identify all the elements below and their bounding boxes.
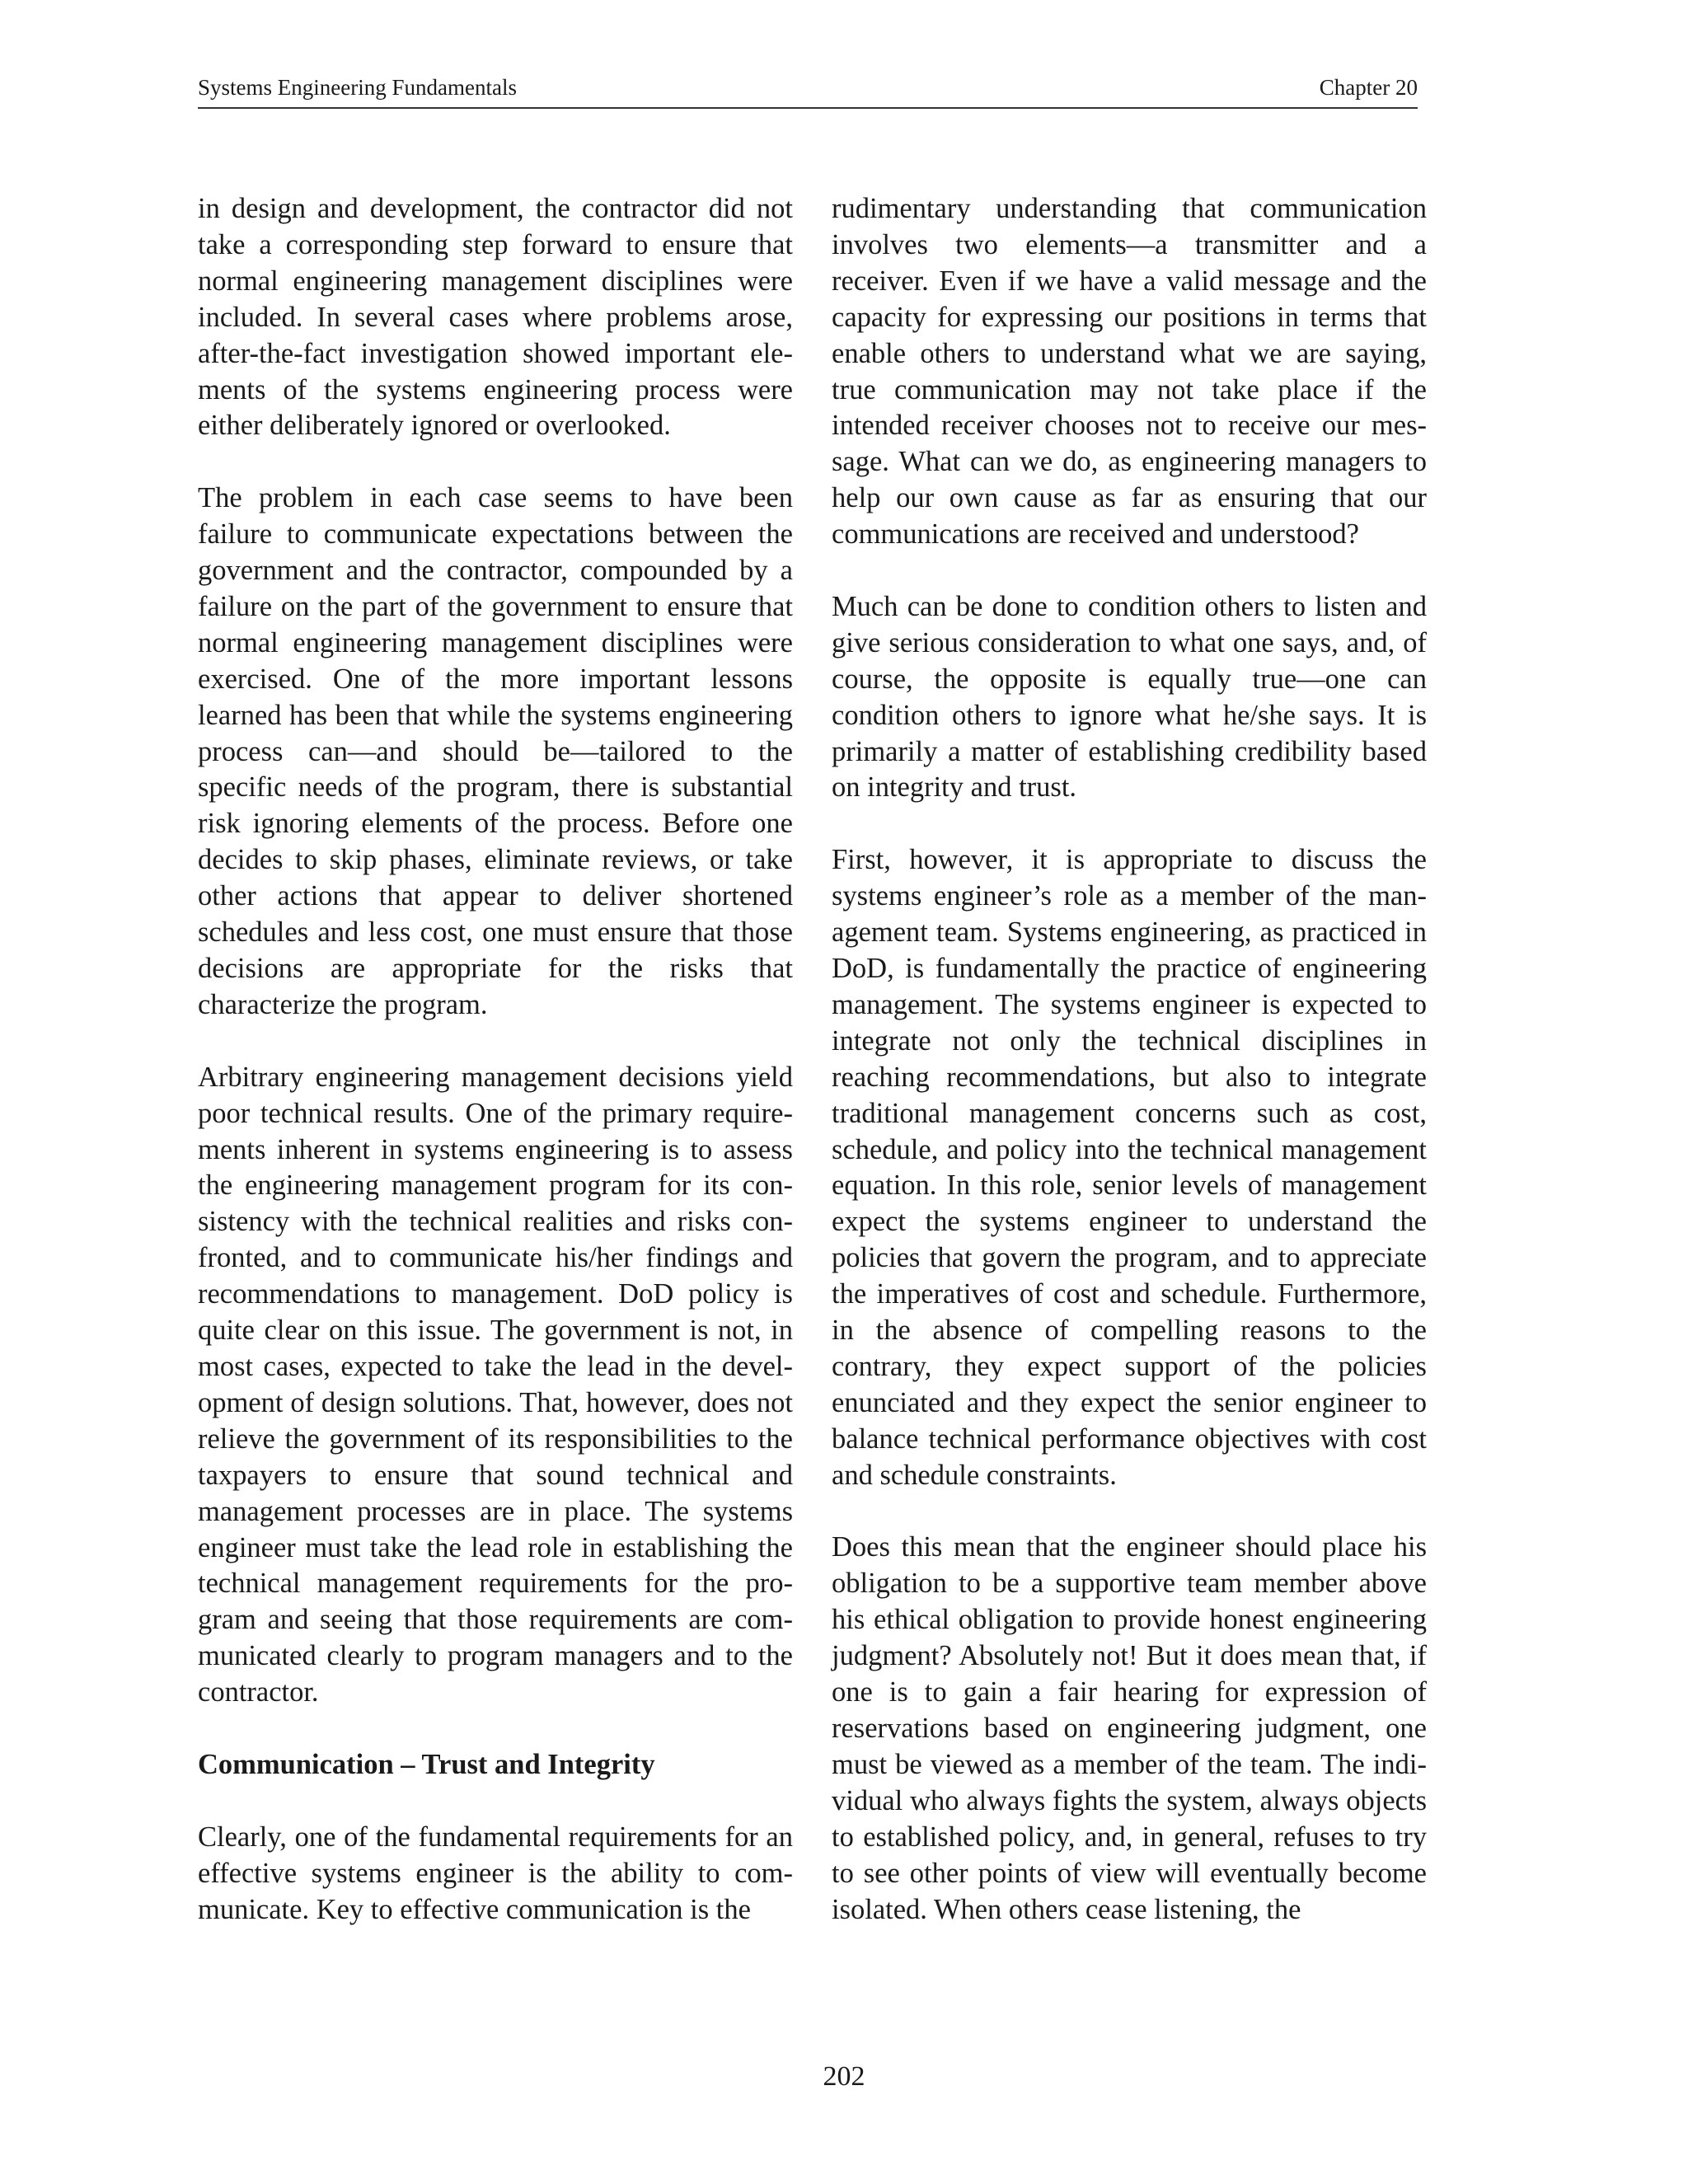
paragraph: The problem in each case seems to have been failure to communicate expectations between the government and the contractor, compounded by a failure on the part of the government to ensure that normal engineering management disciplines were exercised. One of the more important lessons learned has been that while the systems engineering process can—and should be—tailored to the specific needs of the program, there is substantial risk ignoring elements of the process. Before one decides to skip phases, eliminate reviews, or take other actions that appear to deliver shortened schedules and less cost, one must ensure that those decisions are appropriate for the risks that characterize the program. bbox=[198, 482, 793, 1020]
paragraph: in design and development, the contractor did not take a corresponding step forward to ensure that normal engineering management disciplines were included. In several cases where problems arose, after-the-fact investigation showed important elements of the systems engineering process were either deliberately ignored or overlooked. bbox=[198, 193, 793, 442]
page-number: 202 bbox=[823, 2061, 865, 2092]
running-header bbox=[198, 69, 1418, 109]
section-heading: Communication – Trust and Integrity bbox=[198, 1748, 655, 1780]
paragraph: rudimentary understanding that communication involves two elements—a transmitter and a receiver. Even if we have a valid message and the capacity for expressing our positions in terms that enable others to understand what we are saying, true communication may not take place if the intended receiver chooses not to receive our message. What can we do, as engineering managers to help our own cause as far as ensuring that our communications are received and understood? bbox=[832, 193, 1427, 551]
paragraph: Much can be done to condition others to listen and give serious consideration to what one says, and, of course, the opposite is equally true—one can condition others to ignore what he/she says. It is primarily a matter of establishing credibility based on integrity and trust. bbox=[832, 590, 1427, 804]
paragraph: Arbitrary engineering management decisions yield poor technical results. One of the primary requirements inherent in systems engineering is to assess the engineering management program for its consistency with the technical realities and risks confronted, and to communicate his/her findings and recommendations to management. DoD policy is quite clear on this issue. The government is not, in most cases, expected to take the lead in the development of design solutions. That, however, does not relieve the government of its responsibilities to the taxpayers to ensure that sound technical and management processes are in place. The systems engineer must take the lead role in establishing the technical management requirements for the program and seeing that those requirements are communicated clearly to program managers and to the contractor. bbox=[198, 1061, 793, 1708]
paragraph: Clearly, one of the fundamental requirements for an effective systems engineer is the ability to communicate. Key to effective communication is the bbox=[198, 1821, 793, 1925]
paragraph: First, however, it is appropriate to discuss the systems engineer’s role as a member of the management team. Systems engineering, as practiced in DoD, is fundamentally the practice of engineering management. The systems engineer is expected to integrate not only the technical disciplines in reaching recommendations, but also to integrate traditional management concerns such as cost, schedule, and policy into the technical management equation. In this role, senior levels of management expect the systems engineer to understand the policies that govern the program, and to appreciate the imperatives of cost and schedule. Furthermore, in the absence of compelling reasons to the contrary, they expect support of the policies enunciated and they expect the senior engineer to balance technical performance objectives with cost and schedule constraints. bbox=[832, 844, 1427, 1491]
paragraph: Does this mean that the engineer should place his obligation to be a supportive team member above his ethical obligation to provide honest engineering judgment? Absolutely not! But it does mean that, if one is to gain a fair hearing for expression of reservations based on engineering judgment, one must be viewed as a member of the team. The individual who always fights the system, always objects to established policy, and, in general, refuses to try to see other points of view will eventually become isolated. When others cease listening, the bbox=[832, 1531, 1427, 1925]
header-book-title: Systems Engineering Fundamentals bbox=[198, 75, 517, 100]
left-column bbox=[198, 191, 793, 1964]
header-chapter: Chapter 20 bbox=[1319, 75, 1418, 100]
right-column bbox=[832, 191, 1427, 1964]
